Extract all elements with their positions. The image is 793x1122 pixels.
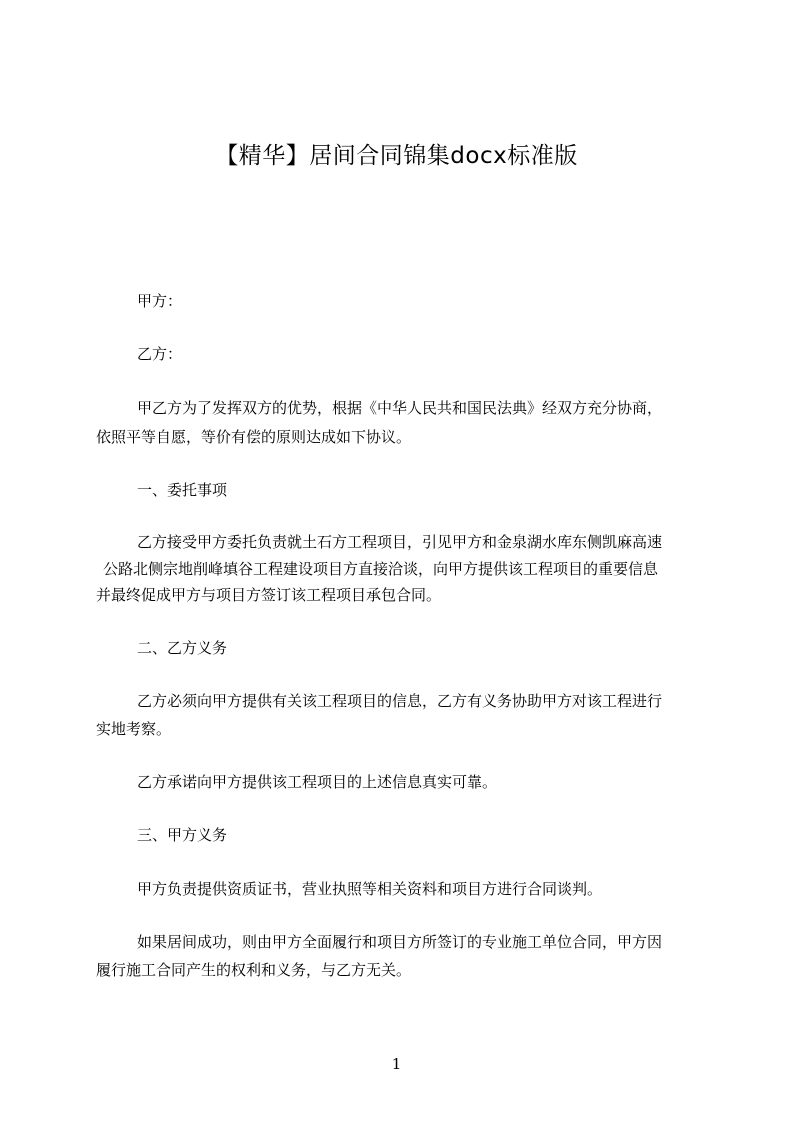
party-b-obligations-paragraph-2: 乙方承诺向甲方提供该工程项目的上述信息真实可靠。 <box>137 773 498 791</box>
text-line: 乙方接受甲方委托负责就土石方工程项目，引见甲方和金泉湖水库东侧凯麻高速 <box>137 533 663 551</box>
text-line: 乙方必须向甲方提供有关该工程项目的信息，乙方有义务协助甲方对该工程进行 <box>137 692 663 710</box>
text-line: 甲乙方为了发挥双方的优势，根据《中华人民共和国民法典》经双方充分协商， <box>137 399 663 417</box>
section-heading-party-a-obligations: 三、甲方义务 <box>137 826 228 844</box>
party-b-label: 乙方： <box>137 345 183 363</box>
document-title: 【精华】居间合同锦集docx标准版 <box>215 143 578 169</box>
party-a-obligations-paragraph-1: 甲方负责提供资质证书，营业执照等相关资料和项目方进行合同谈判。 <box>137 880 603 898</box>
text-line: 公路北侧宗地削峰填谷工程建设项目方直接洽谈，向甲方提供该工程项目的重要信息 <box>103 560 659 578</box>
party-a-label: 甲方： <box>137 292 183 310</box>
section-heading-entrusted-matters: 一、委托事项 <box>137 481 228 499</box>
text-line: 如果居间成功，则由甲方全面履行和项目方所签订的专业施工单位合同，甲方因 <box>137 933 663 951</box>
text-line: 实地考察。 <box>96 720 172 738</box>
page-number: 1 <box>391 1055 402 1073</box>
text-line: 依照平等自愿，等价有偿的原则达成如下协议。 <box>96 428 412 446</box>
text-line: 并最终促成甲方与项目方签订该工程项目承包合同。 <box>96 586 442 604</box>
section-heading-party-b-obligations: 二、乙方义务 <box>137 639 228 657</box>
text-line: 履行施工合同产生的权利和义务，与乙方无关。 <box>96 961 412 979</box>
